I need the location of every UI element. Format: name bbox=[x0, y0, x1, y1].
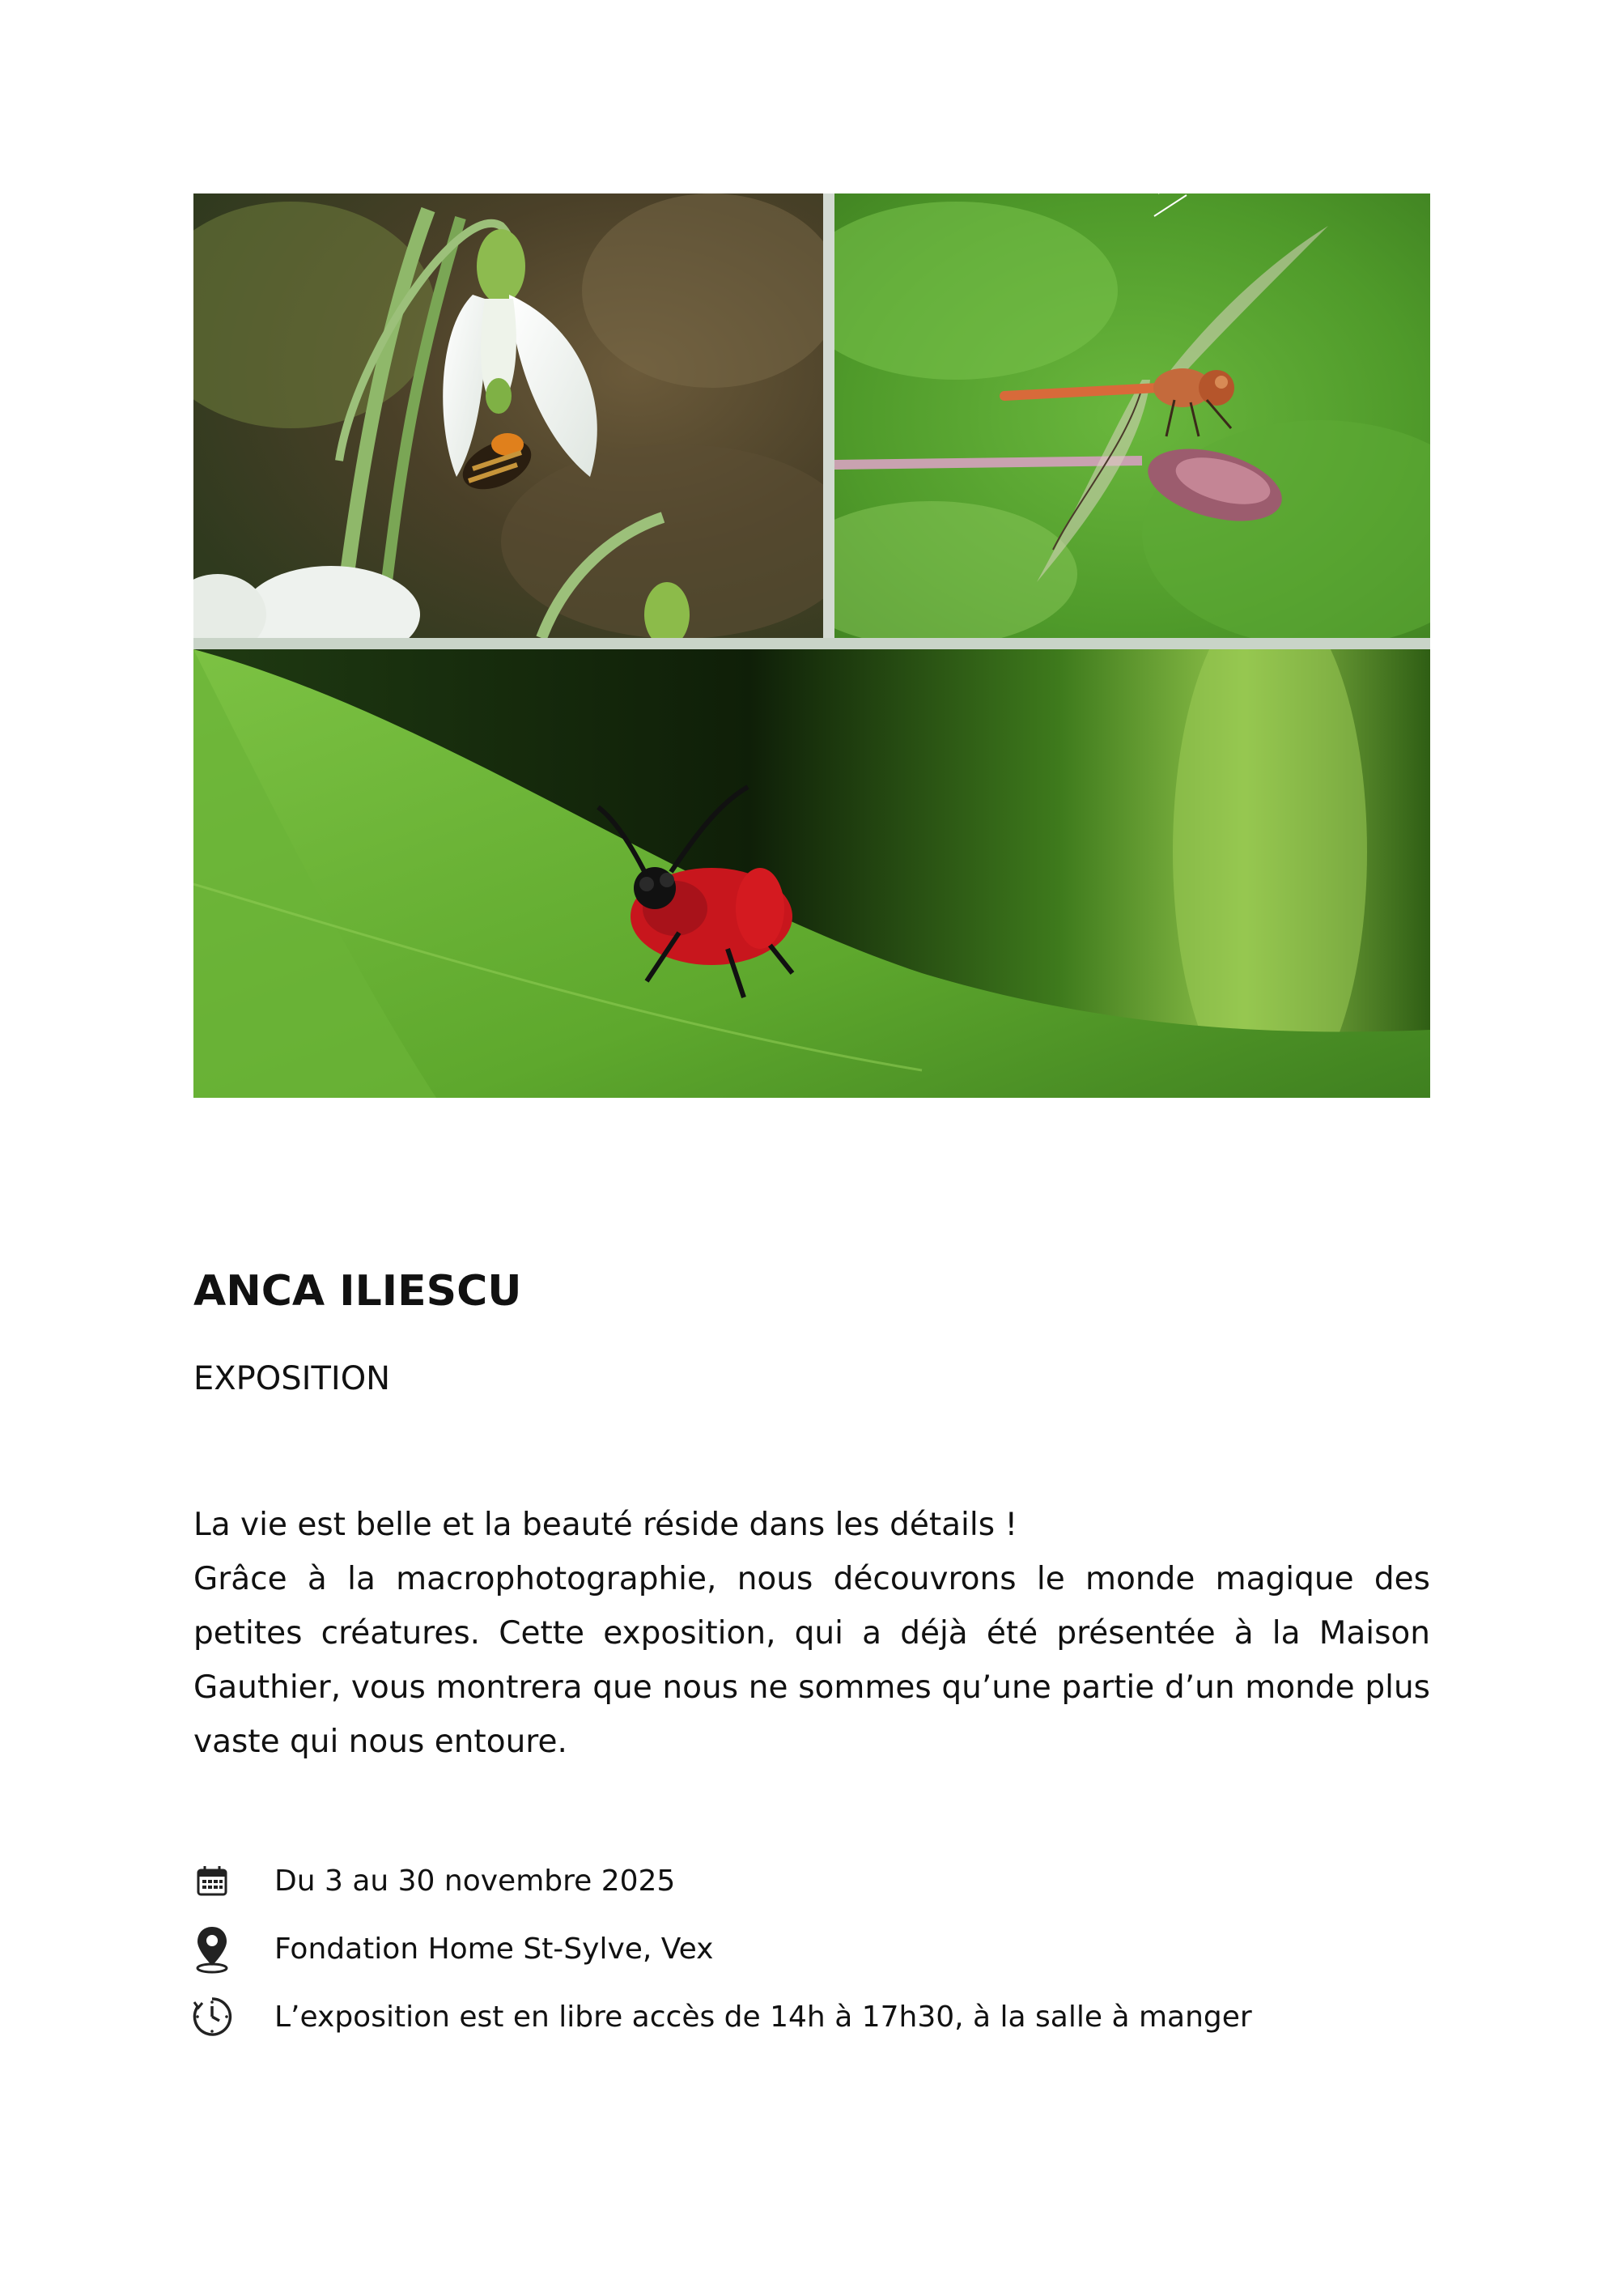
description-intro: La vie est belle et la beauté réside dans les détails ! bbox=[193, 1507, 1018, 1543]
clock-icon bbox=[177, 1988, 247, 2045]
date-text: Du 3 au 30 novembre 2025 bbox=[274, 1864, 676, 1898]
place-row bbox=[193, 1920, 1430, 1977]
calendar-icon bbox=[177, 1852, 247, 1909]
date-row bbox=[193, 1852, 1430, 1909]
snowdrop-bee-photo bbox=[193, 193, 823, 638]
hours-text: L’exposition est en libre accès de 14h à 17h30, à la salle à manger bbox=[274, 2000, 1252, 2034]
hours-row bbox=[193, 1988, 1430, 2045]
place-text: Fondation Home St-Sylve, Vex bbox=[274, 1932, 714, 1966]
description bbox=[193, 1498, 1430, 1769]
dragonfly-photo bbox=[834, 193, 1430, 638]
photo-divider-vertical bbox=[823, 193, 834, 638]
artist-name: ANCA ILIESCU bbox=[193, 1267, 522, 1316]
description-paragraph: Grâce à la macrophotographie, nous découvrons le monde magique des petites créatures. Cette exposition, qui a déjà été présentée à la Maison Gauthier, vous montrera que nous ne sommes qu’une partie d’un monde plus vaste qui nous entoure. bbox=[193, 1561, 1430, 1760]
red-beetle-photo bbox=[193, 649, 1430, 1098]
location-pin-icon bbox=[177, 1920, 247, 1977]
event-type: EXPOSITION bbox=[193, 1360, 391, 1397]
photo-divider-horizontal bbox=[193, 638, 1430, 649]
